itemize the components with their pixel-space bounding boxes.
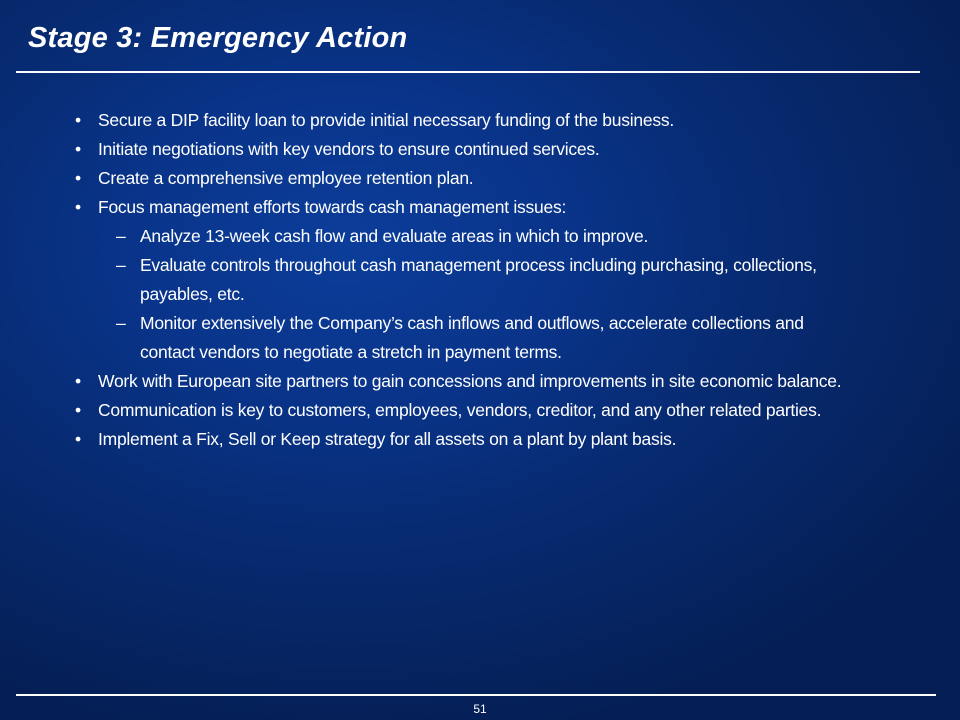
dash-icon: – [116,226,126,246]
sub-item-text: Monitor extensively the Company’s cash inflows and outflows, accelerate collections and contact vendors to negotiate a stretch in payment terms. [140,313,804,362]
sub-item-text: Analyze 13-week cash flow and evaluate areas in which to improve. [140,226,649,246]
title-divider [16,71,920,73]
dash-icon: – [116,313,126,333]
bullet-item-fix-sell-keep [74,425,844,454]
slide-title: Stage 3: Emergency Action [28,22,408,54]
bullet-icon: • [75,168,81,188]
bullet-icon: • [75,429,81,449]
bullet-icon: • [75,400,81,420]
bullet-item-retention-plan [74,164,844,193]
bullet-item-vendor-negotiations [74,135,844,164]
bullet-icon: • [75,197,81,217]
bullet-text: Focus management efforts towards cash management issues: [98,197,567,217]
sub-item-cash-flow [116,222,844,251]
bullet-text: Initiate negotiations with key vendors to ensure continued services. [98,139,600,159]
bullet-icon: • [75,110,81,130]
bullet-text: Work with European site partners to gain concessions and improvements in site economic balance. [98,371,842,391]
sub-bullet-list [98,222,844,367]
bullet-item-cash-management [74,193,844,367]
bullet-text: Secure a DIP facility loan to provide initial necessary funding of the business. [98,110,674,130]
sub-item-text: Evaluate controls throughout cash management process including purchasing, collections, payables, etc. [140,255,817,304]
bullet-item-european-partners [74,367,844,396]
sub-item-monitor [116,309,844,367]
bullet-text: Communication is key to customers, employees, vendors, creditor, and any other related parties. [98,400,822,420]
bullet-text: Implement a Fix, Sell or Keep strategy for all assets on a plant by plant basis. [98,429,677,449]
bullet-text: Create a comprehensive employee retention plan. [98,168,474,188]
sub-item-controls [116,251,844,309]
bullet-item-dip-loan [74,106,844,135]
footer-divider [16,694,936,696]
bullet-list [74,106,844,454]
page-number: 51 [473,702,487,716]
slide-content [74,106,844,454]
dash-icon: – [116,255,126,275]
bullet-icon: • [75,371,81,391]
bullet-item-communication [74,396,844,425]
bullet-icon: • [75,139,81,159]
